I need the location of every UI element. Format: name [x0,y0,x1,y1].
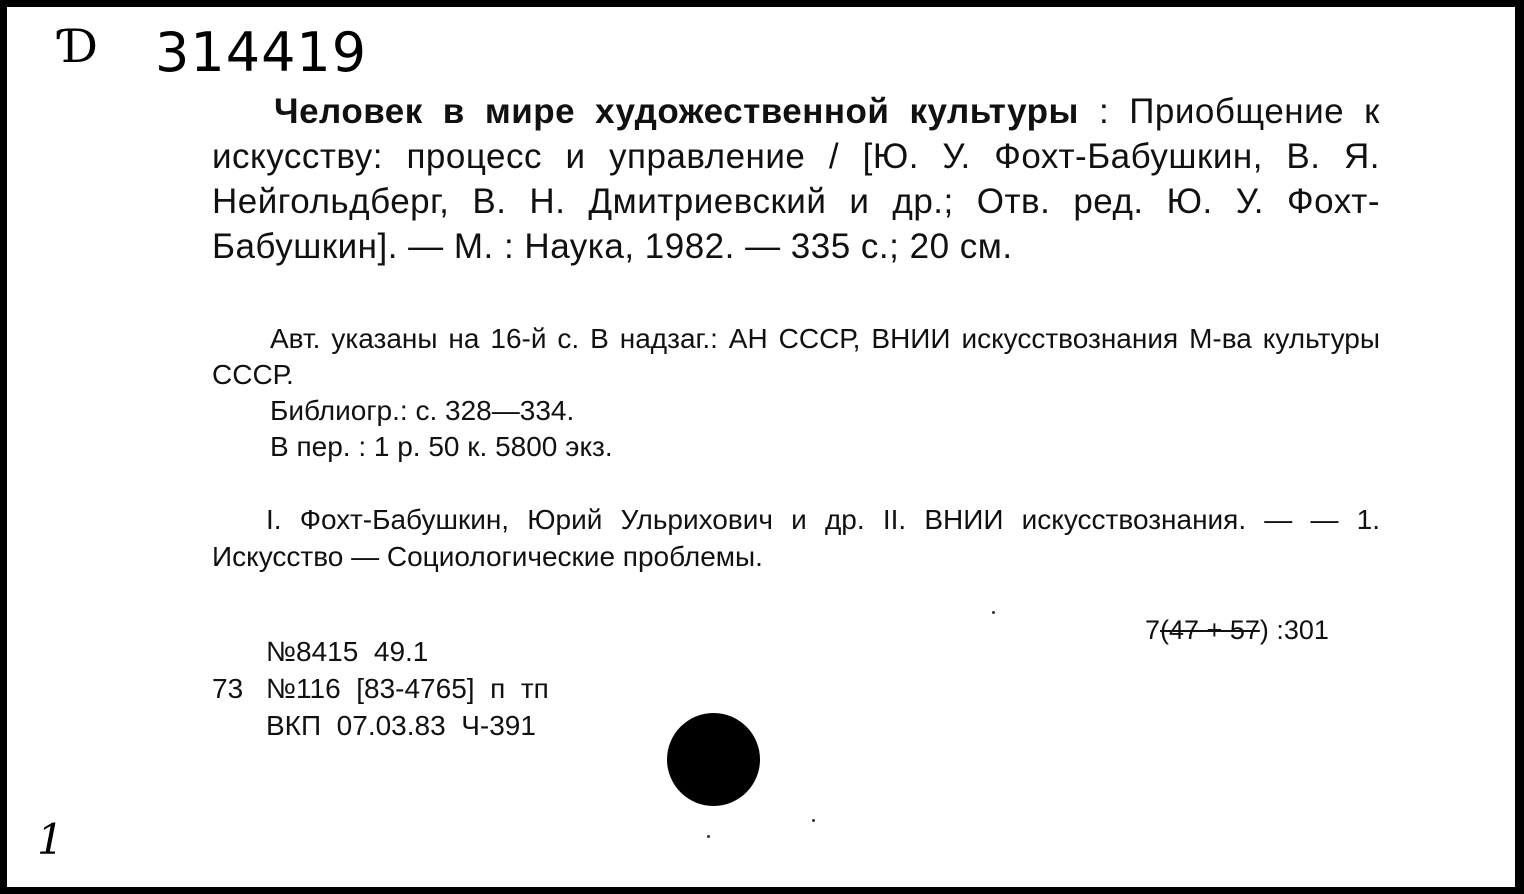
classification-prefix: 7 [1145,615,1161,645]
note-price: В пер. : 1 р. 50 к. 5800 экз. [270,431,613,462]
entry-description: : Приобщение к искусству: процесс и управление / [Ю. У. Фохт-Бабушкин, В. Я. Нейгольдберг, В. Н. Дмитриевский и др.; Отв. ред. Ю. У. Фохт-Бабушкин]. — М. : Наука, 1982. — 335 с.; 20 см. [212,92,1380,266]
tech-row-3: ВКП 07.03.83 Ч-391 [266,710,536,741]
ink-speck [992,611,995,614]
tech-row-1: №8415 49.1 [266,636,429,667]
classification-struck: (47 + 57 [1160,615,1260,645]
card-prefix-mark: Ɗ [61,19,98,73]
handwritten-number: 1 [37,815,64,864]
punch-hole [667,713,760,806]
note-authors: Авт. указаны на 16-й с. В надзаг.: АН СССР, ВНИИ искусствознания М-ва культуры СССР. [212,323,1380,390]
note-bibliography: Библиогр.: с. 328—334. [270,395,575,426]
catalog-card [5,5,1517,889]
ink-speck [812,819,815,822]
technical-data [212,633,549,744]
classification-suffix: ) :301 [1259,615,1329,645]
notes-block [212,321,1380,465]
tech-row-2-lead: 73 [212,673,244,704]
ink-speck [707,835,710,838]
tech-row-2: №116 [83-4765] п тп [266,673,549,704]
classification-mark [1145,615,1329,646]
bibliographic-entry [212,89,1380,269]
tracings: I. Фохт-Бабушкин, Юрий Ульрихович и др. II. ВНИИ искусствознания. — — 1. Искусство — Социологические проблемы. [212,504,1380,572]
call-number: 314419 [155,21,368,84]
book-title: Человек в мире художественной культуры [274,92,1079,131]
